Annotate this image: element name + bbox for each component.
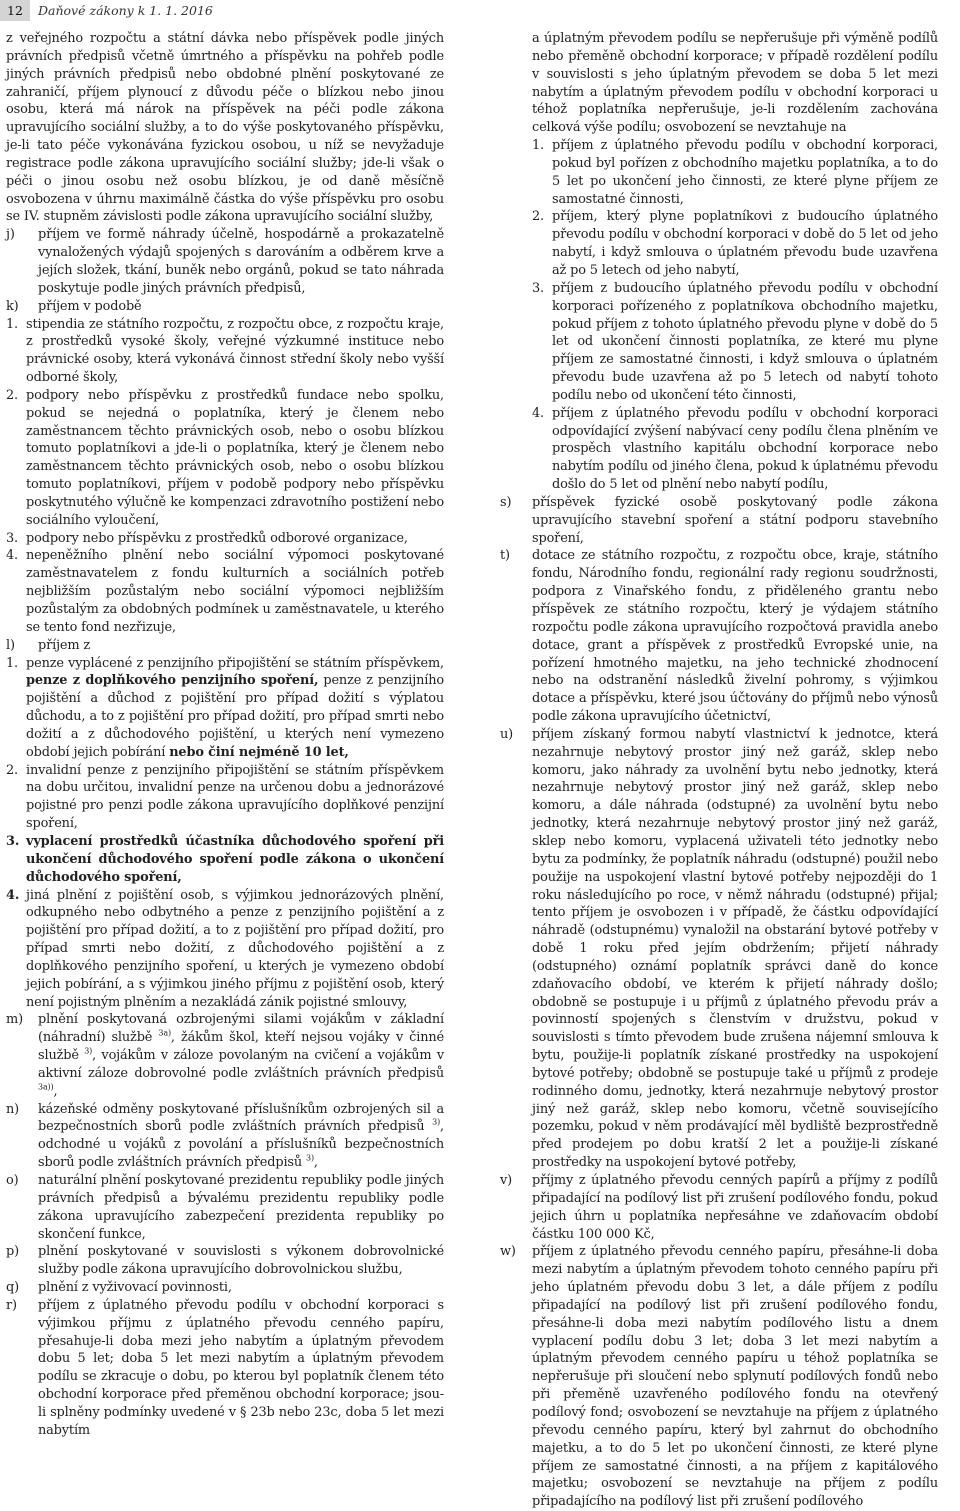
item-u: [500, 726, 938, 1172]
subitem-text: jiná plnění z pojištění osob, s výjimkou jednorázových plnění, odkupného nebo odbytného a penze z penzijního pojištění a z pojištění pro případ dožití, a to z pojištění pro případ dožití, pro případ smrti nebo dožití, z důchodového pojištění a z doplňkového penzijního spoření, u kterých je vymezeno období jejich pobírání, a s výjimkou jiného příjmu z pojištění osob, který není pojistným plněním a nezakládá zánik pojistné smlouvy,: [26, 887, 444, 1010]
item-v: [500, 1172, 938, 1243]
subitem-marker: 3.: [532, 280, 544, 296]
item-marker: r): [6, 1297, 17, 1313]
subitem-marker: 2.: [6, 387, 18, 403]
subitem-marker: 2.: [532, 209, 544, 225]
subitem-marker: 3.: [6, 833, 20, 849]
subitem-marker: 1.: [6, 655, 18, 671]
running-title: Daňové zákony k 1. 1. 2016: [38, 3, 213, 18]
subitem-k1: [6, 316, 444, 387]
subitem-r2: [500, 208, 938, 279]
item-o: [6, 1172, 444, 1243]
item-marker: t): [500, 548, 510, 564]
item-marker: v): [500, 1173, 513, 1188]
item-text: , žákům škol, kteří nejsou vojáky v činné službě: [38, 1030, 444, 1064]
subitem-bold-text: nebo činí nejméně 10 let,: [169, 744, 349, 760]
item-m: [6, 1011, 444, 1100]
continuation-paragraph: a úplatným převodem podílu se nepřerušuje při výměně podílů nebo přeměně obchodní korporace; v případě rozdělení podílu v souvislosti s jeho úplatným převodem se doba 5 let mezi nabytím a úplatným převodem podílu v obchodní korporaci u téhož poplatníka nepřerušuje, je-li rozdělením zachována celková výše podílu; osvobození se nevztahuje na: [532, 31, 938, 136]
subitem-text: stipendia ze státního rozpočtu, z rozpočtu obce, z rozpočtu kraje, z prostředků vysoké školy, veřejné výzkumné instituce nebo právnické osoby, která vykonává činnost střední školy nebo vyšší odborné školy,: [26, 316, 444, 386]
item-text: kázeňské odměny poskytované příslušníkům ozbrojených sil a bezpečnostních sborů podle zvláštních právních předpisů: [38, 1101, 444, 1135]
subitem-r3: [500, 280, 938, 405]
item-l: [6, 637, 444, 655]
subitem-text: příjem z budoucího úplatného převodu podílu v obchodní korporaci pořízeného z poplatníkova obchodního majetku, pokud příjem z tohoto úplatného převodu plyne v době do 5 let od ukončení činnosti poplatníka, ze které mu plyne příjem ze samostatné činnosti, i když smlouva o úplatném převodu bude uzavřena až po 5 letech od nabytí tohoto podílu nebo od ukončení této činnosti,: [552, 280, 938, 403]
footnote-ref: 3): [432, 1118, 441, 1128]
footnote-ref: 3): [84, 1046, 93, 1056]
subitem-text: nepeněžního plnění nebo sociální výpomoci poskytované zaměstnavatelem z fondu kulturních a sociálních potřeb nejbližším pozůstalým nebo sociální výpomoci nejbližším pozůstalým za obdobných podmínek u zaměstnavatele, u kterého se tento fond nezřizuje,: [26, 548, 444, 635]
item-marker: l): [6, 637, 15, 653]
item-text: plnění z vyživovací povinnosti,: [38, 1280, 232, 1296]
item-marker: s): [500, 494, 512, 510]
item-text: příjmy z úplatného převodu cenných papírů a příjmy z podílů připadající na podílový list při zrušení podílového fondu, pokud jejich úhrn u poplatníka nepřesáhne ve zdaňovacím období částku 100 000 Kč,: [532, 1173, 938, 1242]
subitem-text: penze z penzijního pojištění a důchod z pojištění pro případ dožití s výplatou důchodu, a to z pojištění pro případ dožití, pro případ smrti nebo dožití a z důchodového pojištění, u kterých není vymezeno období jejich pobírání: [26, 673, 444, 760]
item-j: [6, 226, 444, 297]
subitem-text: příjem z úplatného převodu podílu v obchodní korporaci odpovídající zvýšení nabývací ceny podílu člena plněním ve prospěch vlastního kapitálu obchodní korporace nebo nabytím podílu od jiného člena, pokud k úplatnému převodu došlo do 5 let od plnění nebo nabytí podílu,: [552, 405, 938, 493]
item-marker: m): [6, 1012, 23, 1028]
item-text: naturální plnění poskytované prezidentu republiky podle jiných právních předpisů a bývalému prezidentu republiky podle zákona upravujícího zabezpečení prezidenta republiky po skončení funkce,: [38, 1173, 444, 1242]
item-text: příjem z úplatného převodu cenného papíru, přesáhne-li doba mezi nabytím a úplatným převodem tohoto cenného papíru při jeho úplatném převodu dobu 3 let, a dále příjem z podílu připadající na podílový list při zrušení podílového fondu, přesáhne-li doba mezi nabytím podílového listu a dnem vyplacení podílu dobu 3 let; doba 3 let mezi nabytím a úplatným převodem cenného papíru u téhož poplatníka se nepřerušuje při sloučení nebo splynutí podílových fondů nebo při přeměně uzavřeného podílového fondu na otevřený podílový fond; osvobození se nevztahuje na příjem z úplatného převodu cenného papíru, který byl zahrnut do obchodního majetku, a to do 5 let po ukončení činnosti, ze které plyne příjem ze samostatné činnosti, a na příjem z kapitálového majetku; osvobození se nevztahuje na příjem z podílu připadajícího na podílový list při zrušení podílového: [532, 1244, 938, 1510]
item-marker: q): [6, 1280, 19, 1296]
subitem-marker: 3.: [6, 530, 18, 546]
item-text: plnění poskytované v souvislosti s výkonem dobrovolnické služby podle zákona upravujícího dobrovolnickou službu,: [38, 1244, 444, 1278]
page-number: 12: [0, 0, 30, 21]
subitem-text: penze vyplácené z penzijního připojištění se státním příspěvkem,: [26, 655, 444, 671]
subitem-text: podpory nebo příspěvku z prostředků fundace nebo spolku, pokud se nejedná o poplatníka, který je členem nebo zaměstnancem těchto právnických osob, nebo o osobu blízkou tomuto poplatníkovi a jde-li o poplatníka, který je členem nebo zaměstnancem těchto právnických osob, nebo o osobu blízkou tomuto poplatníkovi, příjem v podobě podpory nebo příspěvku poskytnutého výlučně ke kompenzaci zdravotního postižení nebo sociálního vyloučení,: [26, 387, 444, 528]
footnote-ref: 3a): [158, 1028, 171, 1038]
left-column: [6, 30, 444, 1440]
item-marker: p): [6, 1244, 19, 1260]
subitem-r1: [500, 137, 938, 208]
subitem-text: příjem z úplatného převodu podílu v obchodní korporaci, pokud byl pořízen z obchodního majetku poplatníka, a to do 5 let po ukončení jeho činnosti, ze které plyne příjem ze samostatné činnosti,: [552, 138, 938, 207]
item-text: příspěvek fyzické osobě poskytovaný podle zákona upravujícího stavební spoření a státní podporu stavebního spoření,: [532, 494, 938, 546]
subitem-l4: [6, 887, 444, 1012]
subitem-bold-text: penze z doplňkového penzijního spoření,: [26, 673, 319, 689]
item-marker: k): [6, 298, 19, 314]
item-marker: n): [6, 1101, 20, 1117]
item-text: plnění poskytovaná ozbrojenými silami vojákům v základní (náhradní) službě: [38, 1012, 444, 1046]
subitem-text: invalidní penze z penzijního připojištění se státním příspěvkem na dobu určitou, invalidní penze na určenou dobu a jednorázové pojistné pro penzi podle zákona upravujícího doplňkové penzijní spoření,: [26, 762, 444, 832]
item-t: [500, 547, 938, 725]
item-text: , odchodné u vojáků z povolání a příslušníků bezpečnostních sborů podle zvláštních právních předpisů: [38, 1119, 444, 1171]
item-n: [6, 1101, 444, 1172]
right-column: [500, 30, 938, 1511]
item-text: příjem ve formě náhrady účelně, hospodárně a prokazatelně vynaložených výdajů spojených s darováním a odběrem krve a jejích složek, tkání, buněk nebo orgánů, pokud se tato náhrada poskytuje podle jiných právních předpisů,: [38, 227, 444, 296]
subitem-marker: 1.: [532, 138, 544, 154]
item-marker: u): [500, 726, 514, 742]
page-header: [0, 0, 960, 21]
item-q: [6, 1279, 444, 1297]
item-marker: w): [500, 1244, 516, 1260]
item-text: ,: [313, 1155, 318, 1171]
subitem-bold-text: vyplacení prostředků účastníka důchodového spoření při ukončení důchodového spoření podle zákona o ukončení důchodového spoření,: [26, 833, 444, 885]
footnote-ref: 3): [306, 1153, 314, 1163]
item-text: příjem z úplatného převodu podílu v obchodní korporaci s výjimkou příjmu z úplatného převodu cenného papíru, přesahuje-li doba mezi jeho nabytím a úplatným převodem dobu 5 let; doba 5 let mezi nabytím a úplatným převodem podílu se zkracuje o dobu, po kterou byl poplatník členem této obchodní korporace před přeměnou obchodní korporace; jsou-li splněny podmínky uvedené v § 23b nebo 23c, doba 5 let mezi nabytím: [38, 1297, 444, 1438]
item-w: [500, 1243, 938, 1511]
subitem-l3: [6, 833, 444, 887]
subitem-marker: 1.: [6, 316, 18, 332]
subitem-marker: 4.: [532, 405, 544, 421]
item-s: [500, 494, 938, 548]
subitem-l2: [6, 762, 444, 833]
item-text: příjem v podobě: [38, 298, 142, 314]
item-text: dotace ze státního rozpočtu, z rozpočtu obce, kraje, státního fondu, Národního fondu, regionální rady regionu soudržnosti, podpora z Vinařského fondu, z přiděleného grantu nebo příspěvek ze státního rozpočtu, který je výdajem státního rozpočtu podle zákona upravujícího rozpočtová pravidla anebo dotace, grant a příspěvek z prostředků Evropské unie, na pořízení hmotného majetku, na jeho technické zhodnocení nebo na odstranění následků živelní pohromy, s výjimkou dotace a příspěvku, které jsou účtovány do příjmů nebo výnosů podle zákona upravujícího účetnictví,: [532, 548, 938, 725]
item-text: příjem získaný formou nabytí vlastnictví k jednotce, která nezahrnuje nebytový prostor jiný než garáž, sklep nebo komoru, jako náhrady za uvolnění bytu nebo jednotky, která nezahrnuje nebytový prostor jiný než garáž, sklep nebo komoru, a dále náhrada (odstupné) za uvolnění bytu nebo jednotky, která nezahrnuje nebytový prostor jiný než garáž, sklep nebo komoru, vyplacená uživateli této jednotky nebo bytu za podmínky, že poplatník náhradu (odstupné) použil nebo použije na uspokojení vlastní bytové potřeby nejpozději do 1 roku následujícího po roce, v němž náhradu (odstupné) přijal; tento příjem je osvobozen i v případě, že částku odpovídající náhradě (odstupnému) vynaložil na obstarání bytové potřeby v době 1 roku před jejím obdržením; přijetí náhrady (odstupného) oznámí poplatník správci daně do konce zdaňovacího období, ve kterém k přijetí náhrady došlo; obdobně se postupuje i u příjmů z úplatného převodu práv a povinností spojených s členstvím v družstvu, pokud v souvislosti s tímto převodem bude zrušena nájemní smlouva k bytu, použije-li poplatník získané prostředky na uspokojení bytové potřeby; obdobně se postupuje také u příjmů z prodeje rodinného domu, jednotky, která nezahrnuje nebytový prostor jiný než garáž, sklep nebo komoru, včetně souvisejícího pozemku, pokud v něm prodávající měl bydliště bezprostředně před prodejem po dobu kratší 2 let a použije-li získané prostředky na uspokojení bytové potřeby,: [532, 726, 938, 1171]
subitem-k3: [6, 530, 444, 548]
item-k: [6, 298, 444, 316]
item-text: , vojákům v záloze povolaným na cvičení a vojákům v aktivní záloze dobrovolné podle zvláštních právních předpisů: [38, 1048, 444, 1081]
footnote-ref: 3a)): [38, 1082, 54, 1092]
subitem-r4: [500, 405, 938, 494]
subitem-k2: [6, 387, 444, 530]
item-r: [6, 1297, 444, 1440]
subitem-k4: [6, 547, 444, 636]
item-text: příjem z: [38, 637, 91, 653]
subitem-marker: 4.: [6, 887, 20, 903]
item-p: [6, 1243, 444, 1279]
subitem-text: příjem, který plyne poplatníkovi z budoucího úplatného převodu podílu v obchodní korporaci v době do 5 let od jeho nabytí, i když smlouva o úplatném převodu bude uzavřena až po 5 letech od jeho nabytí,: [552, 209, 938, 278]
subitem-text: podpory nebo příspěvku z prostředků odborové organizace,: [26, 530, 408, 546]
subitem-l1: [6, 655, 444, 762]
subitem-marker: 2.: [6, 762, 18, 778]
subitem-marker: 4.: [6, 548, 18, 564]
item-marker: j): [6, 227, 15, 243]
intro-paragraph: z veřejného rozpočtu a státní dávka nebo příspěvek podle jiných právních předpisů včetně úmrtného a příspěvku na pohřeb podle jiných právních předpisů nebo obdobné plnění poskytované ze zahraničí, příjem plynoucí z důvodu péče o blízkou nebo jinou osobu, která má nárok na příspěvek na péči podle zákona upravujícího sociální služby, a to do výše poskytovaného příspěvku, je-li tato péče vykonávána fyzickou osobou, u níž se nevyžaduje registrace podle zákona upravujícího sociální služby; jde-li však o péči o jinou osobu než osobu blízkou, je od daně měsíčně osvobozena v úhrnu maximálně částka do výše příspěvku pro osobu se IV. stupněm závislosti podle zákona upravujícího sociální služby,: [6, 31, 444, 225]
item-marker: o): [6, 1173, 19, 1188]
item-text: ,: [53, 1083, 58, 1099]
